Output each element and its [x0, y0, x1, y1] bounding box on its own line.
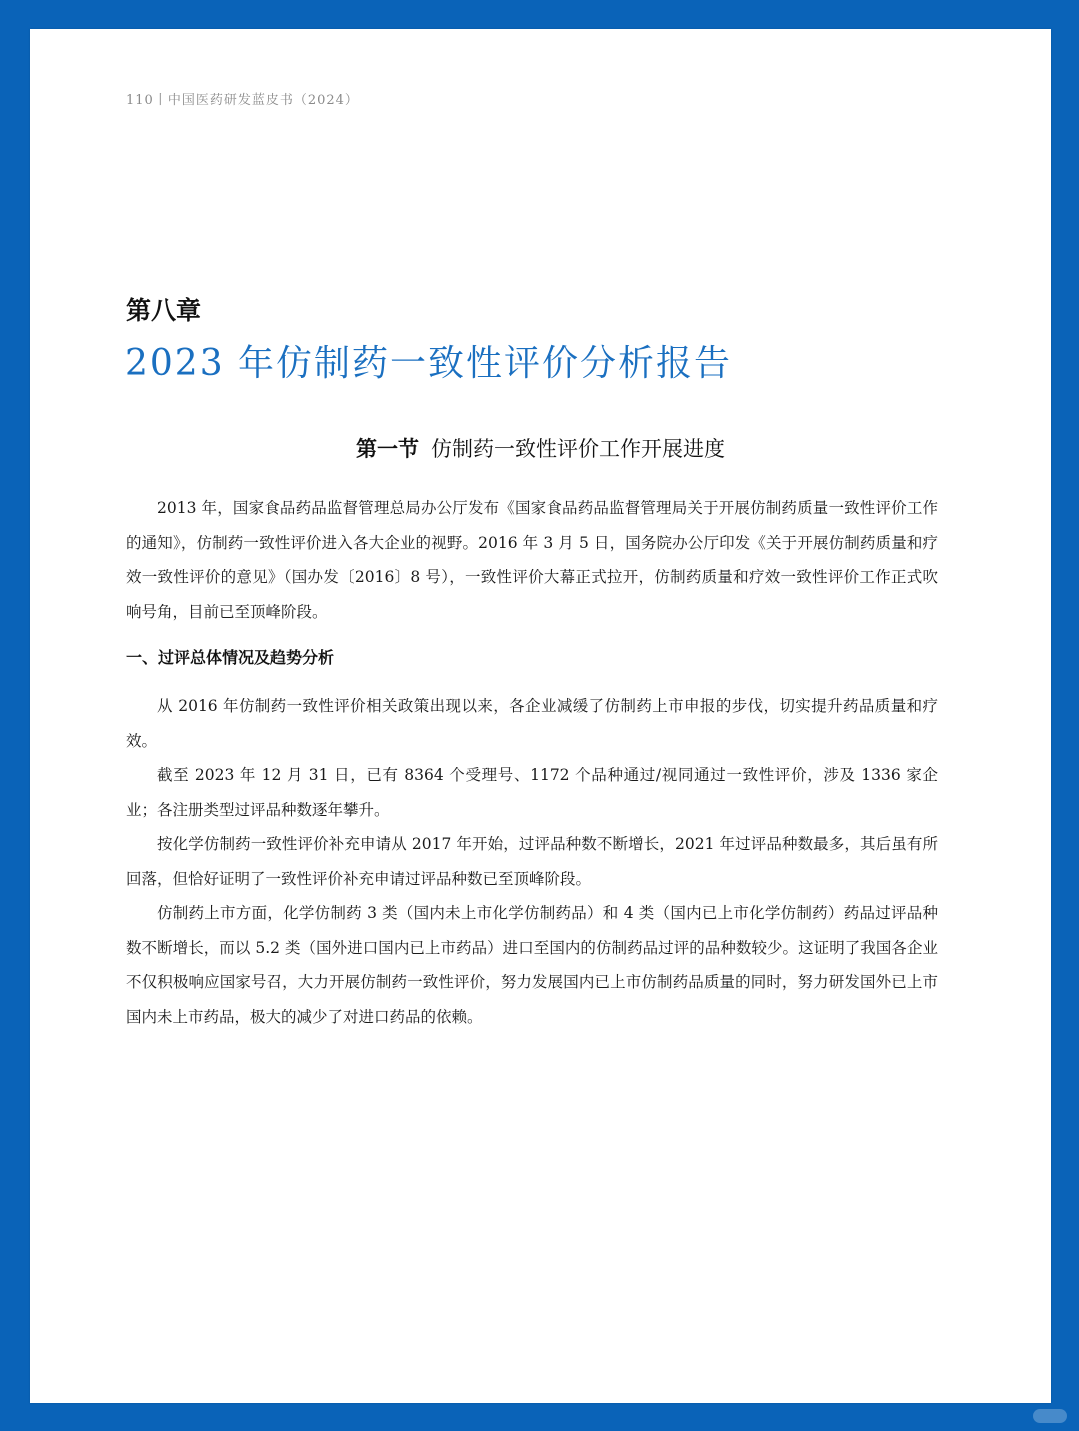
- section-heading: [30, 433, 1051, 463]
- chapter-title: 2023 年仿制药一致性评价分析报告: [125, 343, 733, 384]
- chapter-label: 第八章: [126, 296, 202, 325]
- paragraph-2: 从 2016 年仿制药一致性评价相关政策出现以来，各企业减缓了仿制药上市申报的步伐，切实提升药品质量和疗效。: [126, 697, 938, 750]
- running-header: 110丨中国医药研发蓝皮书（2024）: [126, 93, 359, 108]
- subheading: 一、过评总体情况及趋势分析: [126, 648, 335, 667]
- document-page: [30, 29, 1051, 1403]
- paragraph-5: 仿制药上市方面，化学仿制药 3 类（国内未上市化学仿制药品）和 4 类（国内已上市化学仿制药）药品过评品种数不断增长，而以 5.2 类（国外进口国内已上市药品）进口至国内的仿制药品过评的品种数较少。这证明了我国各企业不仅积极响应国家号召，大力开展仿制药一致性评价，努力发展国内已上市仿制药品质量的同时，努力研发国外已上市国内未上市药品，极大的减少了对进口药品的依赖。: [126, 904, 938, 1026]
- paragraph-3: 截至 2023 年 12 月 31 日，已有 8364 个受理号、1172 个品种通过/视同通过一致性评价，涉及 1336 家企业；各注册类型过评品种数逐年攀升。: [126, 766, 938, 819]
- watermark-badge: [1033, 1409, 1067, 1423]
- paragraph-4: 按化学仿制药一致性评价补充申请从 2017 年开始，过评品种数不断增长，2021 年过评品种数最多，其后虽有所回落，但恰好证明了一致性评价补充申请过评品种数已至顶峰阶段。: [126, 835, 938, 888]
- section-title: 仿制药一致性评价工作开展进度: [431, 437, 725, 461]
- section-number: 第一节: [356, 437, 419, 461]
- paragraph-intro: 2013 年，国家食品药品监督管理总局办公厅发布《国家食品药品监督管理局关于开展仿制药质量一致性评价工作的通知》，仿制药一致性评价进入各大企业的视野。2016 年 3 月 5 日，国务院办公厅印发《关于开展仿制药质量和疗效一致性评价的意见》（国办发〔2016〕8 号），一致性评价大幕正式拉开，仿制药质量和疗效一致性评价工作正式吹响号角，目前已至顶峰阶段。: [126, 499, 938, 621]
